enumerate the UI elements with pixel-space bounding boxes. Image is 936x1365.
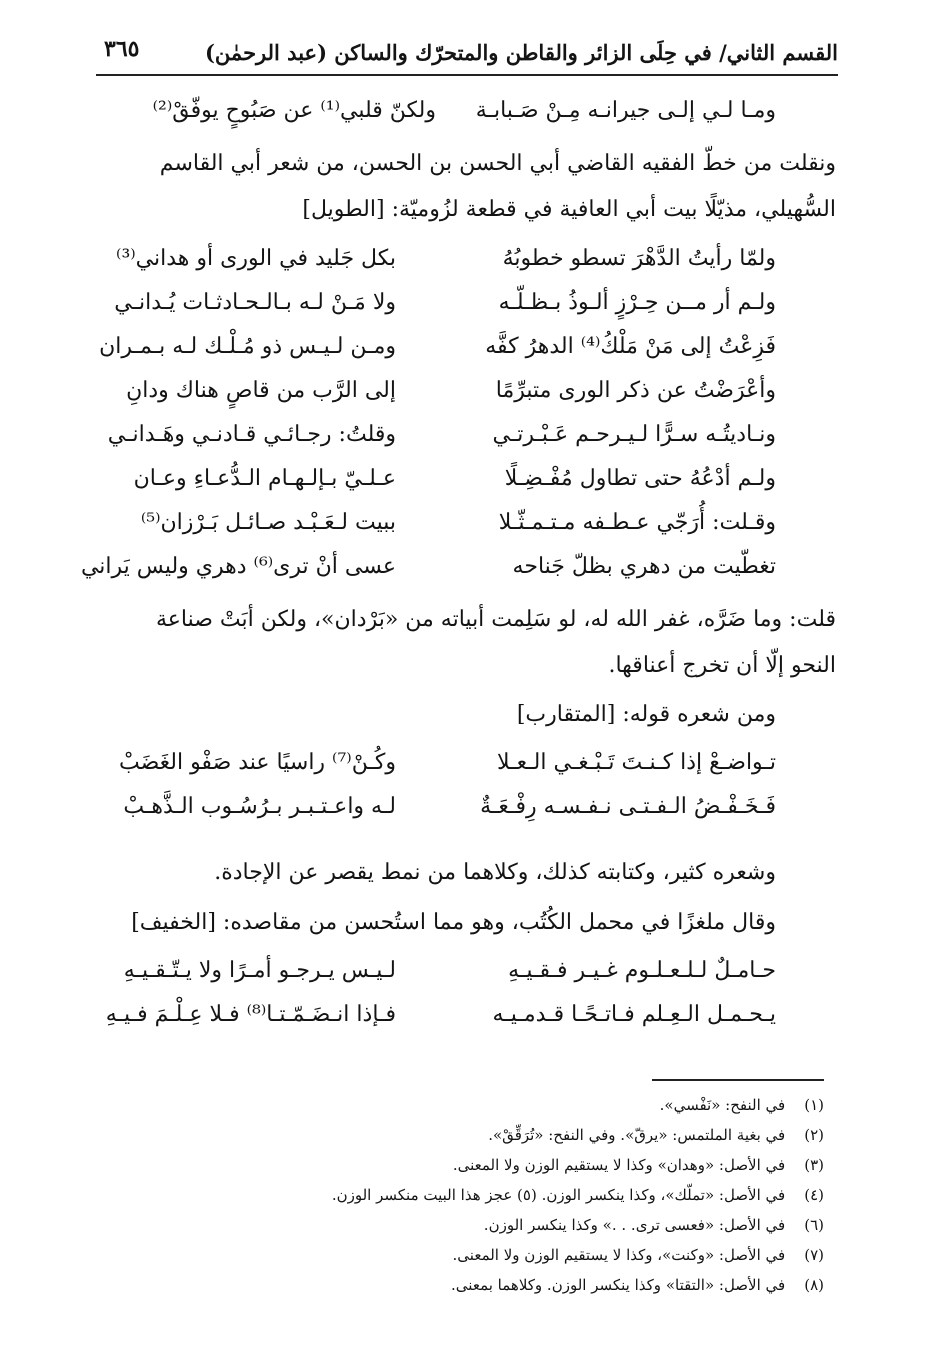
verse-second-hemistich: لـه واعـتـبـر بـرُسُـوب الـذَّهـبْ [123,794,396,819]
footnote-number: (٦) [804,1216,824,1234]
footnote [453,1246,824,1264]
prose-line: وشعره كثير، وكتابته كذلك، وكلاهما من نمط يقصر عن الإجادة. [214,860,776,885]
footnote-text: في بغية الملتمس: «يرقّ». وفي النفح: «تُرَقِّقْ». [488,1126,786,1144]
prose-line: السُّهيلي، مذيّلًا بيت أبي العافية في قطعة لزُوميّة: [الطويل] [302,197,836,222]
verse-first-hemistich: تـواضـعْ إذا كـنـتَ تَـبْـغـي الـعـلا [497,750,776,775]
verse-first-hemistich: ونـاديتُـه سـرًّا لـيـرحـم عَـبْـرتـي [492,422,776,447]
verse-second-hemistich: عـلـيّ بـإلـهـام الـدُّعـاءِ وعـان [133,466,396,491]
footnote-text: في النفح: «نَفْسي». [659,1096,786,1114]
verse-first-hemistich: فَـخَـفْـضُ الـفـتـى نـفـسـه رِفْـعَـةٌ [480,794,776,819]
verse-line [96,1002,776,1042]
prose-line: النحو إلّا أن تخرج أعناقها. [608,653,836,678]
verse-second-hemistich: بكل جَليد في الورى أو هداني⁽³⁾ [116,246,396,271]
footnote-number: (١) [804,1096,824,1114]
verse-line [96,958,776,998]
verse-second-hemistich: ببيت لـعَـبْـد صـائـل بَـرْزان⁽⁵⁾ [140,510,396,535]
verse-second-hemistich: لـيـس يـرجـو أمـرًا ولا يـتّـقـيـهِ [123,958,396,983]
verse-first-hemistich: ولـم أدْعُهُ حتى تطاول مُفْـضِـلًا [504,466,776,491]
verse-second-hemistich: ولكنّ قلبي⁽¹⁾ عن صَبُوحٍ يوفّقْ⁽²⁾ [152,98,436,123]
verse-second-hemistich: عسى أنْ ترى⁽⁶⁾ دهري وليس يَراني [80,554,396,579]
verse-first-hemistich: وقـلت: أُرَجّي عـطـفه مـتـمـثّـلا [498,510,776,535]
poem-intro: وقال ملغزًا في محمل الكُتُب، وهو مما استُحسن من مقاصده: [الخفيف] [131,910,776,935]
verse-line [96,750,776,790]
verse-second-hemistich: وكُـنْ⁽⁷⁾ راسيًا عند صَفْو الغَضَبْ [118,750,396,775]
verse-second-hemistich: ومـن لـيـس ذو مُـلْـك لـه بـمـران [99,334,396,359]
verse-line [80,554,776,594]
verse-line [96,290,776,330]
verse-first-hemistich: تغطّيت من دهري بظلّ جَناحه [512,554,776,579]
verse-line [96,246,776,286]
verse-line [96,466,776,506]
verse-second-hemistich: فـإذا انـضَـمّـتـا⁽⁸⁾ فـلا عِـلْـمَ فـيـهِ [105,1002,396,1027]
verse-line [96,378,776,418]
running-header [96,34,838,76]
footnote [451,1276,824,1294]
footnote [332,1186,824,1204]
prose-line: قلت: وما ضَرَّه، غفر الله له، لو سَلِمت أبياته من «بَرْدان»، ولكن أبَتْ صناعة [155,607,836,632]
footnote-number: (٤) [804,1186,824,1204]
verse-second-hemistich: ولا مَـنْ لـه بـالـحـادثـات يُـدانـي [114,290,396,315]
verse-second-hemistich: إلى الرَّب من قاصٍ هناك ودانِ [126,378,396,403]
page-number: ٣٦٥ [104,36,140,62]
verse-first-hemistich: يـحـمـل الـعِـلم فـاتـحًـا قـدمـيـه [492,1002,776,1027]
footnote-text: في الأصل: «تملّك»، وكذا ينكسر الوزن. (٥) عجز هذا البيت منكسر الوزن. [331,1186,786,1204]
header-title: القسم الثاني/ في حِلَى الزائر والقاطن والمتحرّك والساكن (عبد الرحمٰن) [205,40,838,65]
footnote [484,1216,824,1234]
footnote-text: في الأصل: «وكنت»، وكذا لا يستقيم الوزن ولا المعنى. [452,1246,786,1264]
poem-intro: ومن شعره قوله: [المتقارب] [516,702,776,727]
verse-line [96,422,776,462]
footnote-number: (٣) [804,1156,824,1174]
footnote [453,1156,824,1174]
footnote-number: (٢) [804,1126,824,1144]
verse-line [96,510,776,550]
footnote-text: في الأصل: «وهدان» وكذا لا يستقيم الوزن ولا المعنى. [452,1156,786,1174]
verse-line [96,334,776,374]
footnote-number: (٨) [804,1276,824,1294]
footnote [488,1126,824,1144]
footnote [660,1096,824,1114]
verse-first-hemistich: ولـم أر مــن حِـرْزٍ ألـوذُ بـظـلّـه [498,290,776,315]
footnote-number: (٧) [804,1246,824,1264]
verse-first-hemistich: وأعْرَضْتُ عن ذكر الورى متبرِّمًا [495,378,776,403]
footnote-text: في الأصل: «فعسى ترى. . .» وكذا ينكسر الوزن. [483,1216,786,1234]
verse-line [96,794,776,834]
verse-first-hemistich: حـامـلٌ لـلـعـلـوم غـيـر فـقـيـهِ [508,958,776,983]
verse-first-hemistich: ولمّا رأيتُ الدَّهْرَ تسطو خطوبُهُ [502,246,776,271]
verse-second-hemistich: وقلتُ: رجـائـي قـادنـي وهَـدانـي [107,422,396,447]
prose-line: ونقلت من خطّ الفقيه القاضي أبي الحسن بن الحسن، من شعر أبي القاسم [159,151,836,176]
footnote-text: في الأصل: «التقتا» وكذا ينكسر الوزن. وكلاهما بمعنى. [451,1276,786,1294]
verse-first-hemistich: فَزِعْتُ إلى مَنْ مَلْكُ⁽⁴⁾ الدهرُ كفَّه [485,334,776,359]
verse-line [96,98,776,138]
verse-first-hemistich: ومـا لـي إلـى جيرانـه مِـنْ صَـبابـة [475,98,776,123]
